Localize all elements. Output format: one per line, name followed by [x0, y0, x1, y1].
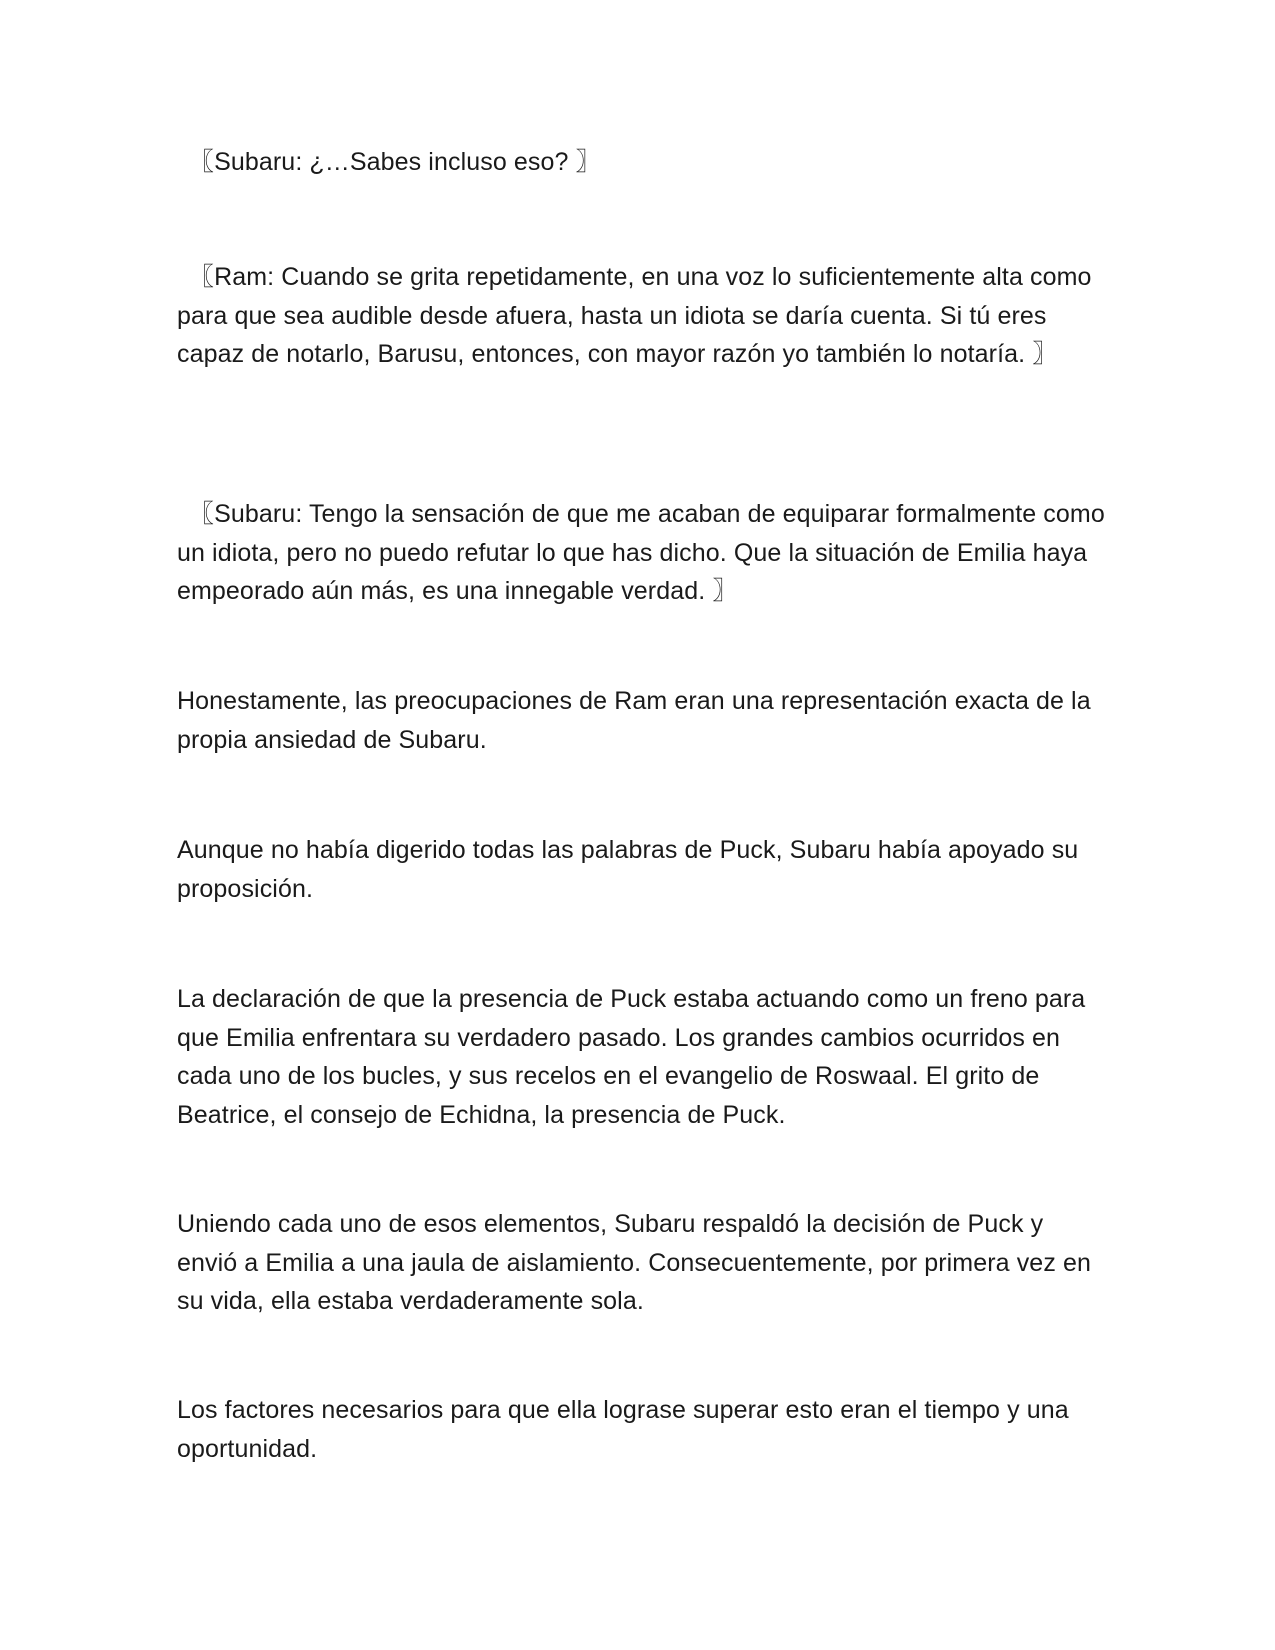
dialogue-ram: 〖Ram: Cuando se grita repetidamente, en una voz lo suficientemente alta como para que sea audible desde afuera, hasta un idiota se daría cuenta. Si tú eres capaz de notarlo, Barusu, entonces, con mayor razón yo también lo notaría. 〗: [177, 263, 1092, 368]
narration-paragraph-1: Honestamente, las preocupaciones de Ram eran una representación exacta de la propia ansiedad de Subaru.: [177, 687, 1091, 754]
dialogue-subaru-2: 〖Subaru: Tengo la sensación de que me acaban de equiparar formalmente como un idiota, pero no puedo refutar lo que has dicho. Que la situación de Emilia haya empeorado aún más, es una innegable verdad. 〗: [177, 500, 1105, 605]
dialogue-subaru-1: 〖Subaru: ¿…Sabes incluso eso? 〗: [189, 148, 601, 176]
narration-paragraph-4: Uniendo cada uno de esos elementos, Subaru respaldó la decisión de Puck y envió a Emilia a una jaula de aislamiento. Consecuentemente, por primera vez en su vida, ella estaba verdaderamente sola.: [177, 1210, 1091, 1315]
narration-paragraph-5: Los factores necesarios para que ella lograse superar esto eran el tiempo y una oportunidad.: [177, 1396, 1069, 1463]
narration-paragraph-3: La declaración de que la presencia de Puck estaba actuando como un freno para que Emilia enfrentara su verdadero pasado. Los grandes cambios ocurridos en cada uno de los bucles, y sus recelos en el evangelio de Roswaal. El grito de Beatrice, el consejo de Echidna, la presencia de Puck.: [177, 985, 1086, 1129]
narration-paragraph-2: Aunque no había digerido todas las palabras de Puck, Subaru había apoyado su proposición.: [177, 836, 1079, 903]
